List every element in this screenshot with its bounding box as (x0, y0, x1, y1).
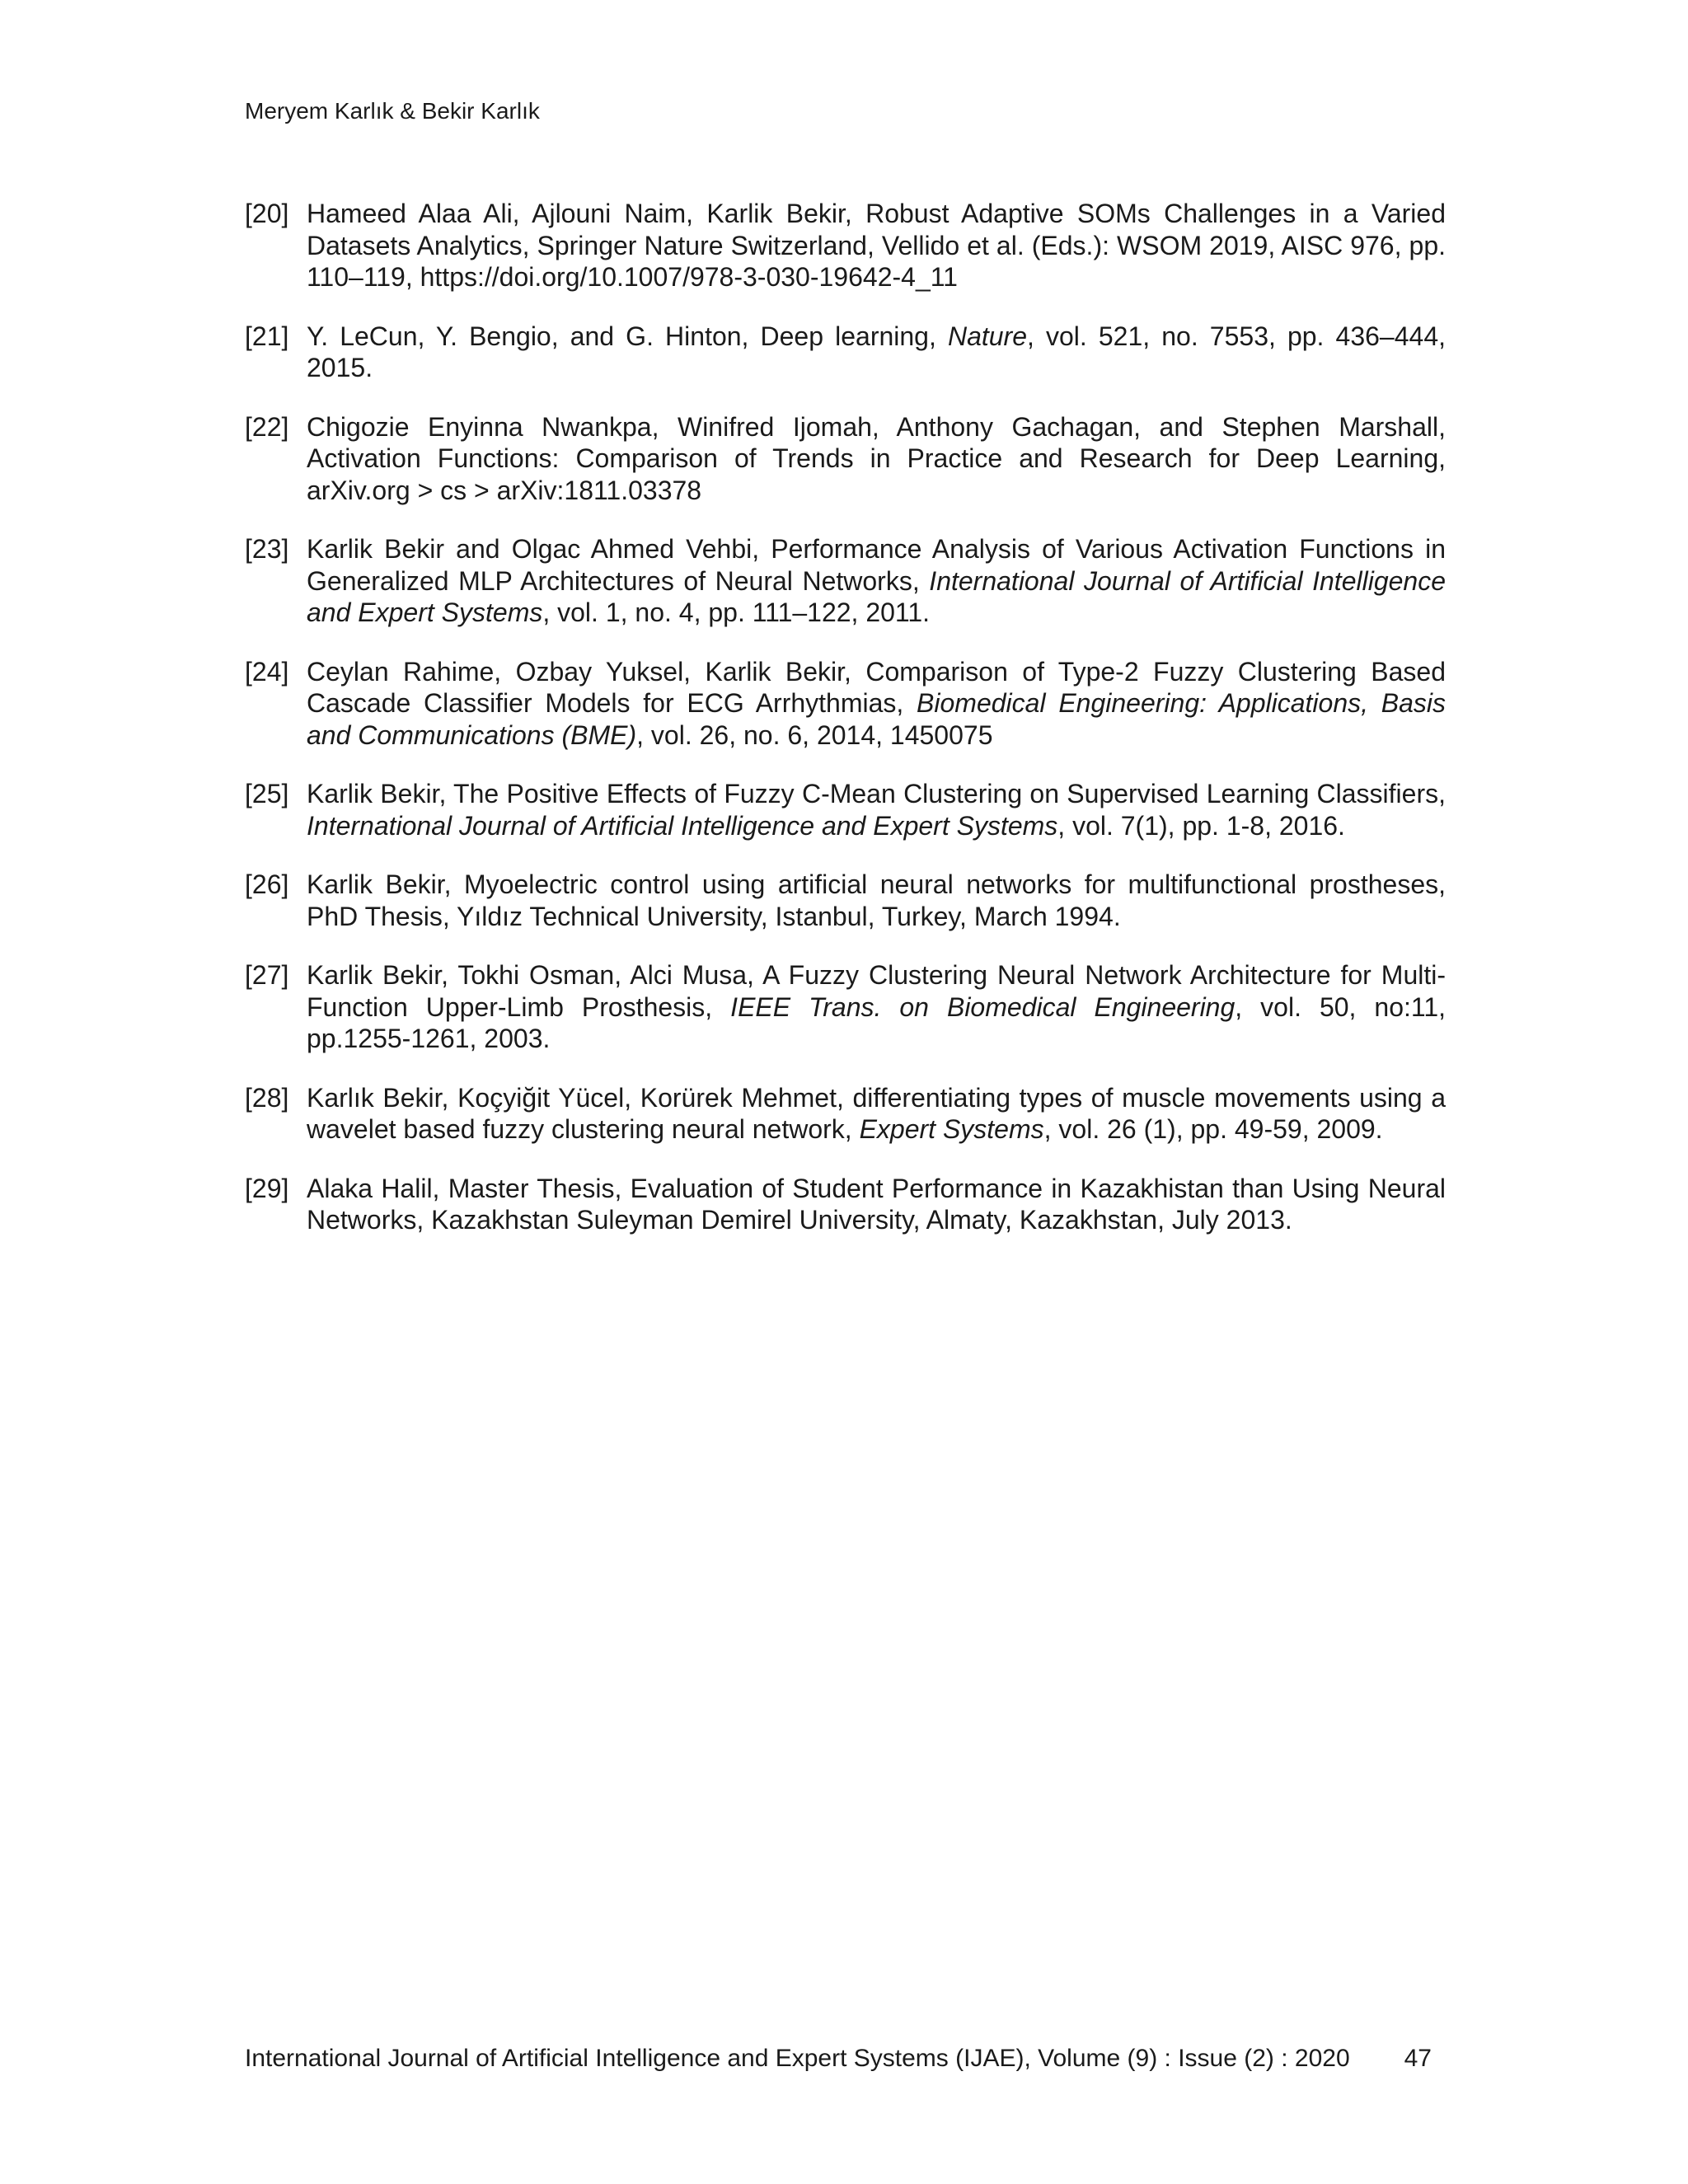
page-number: 47 (1404, 2045, 1432, 2072)
reference-text (307, 1082, 1446, 1146)
reference-text (307, 778, 1446, 841)
reference-details: , vol. 26 (1), pp. 49-59, 2009. (1043, 1114, 1383, 1144)
reference-item (245, 656, 1446, 752)
reference-details: , vol. 7(1), pp. 1-8, 2016. (1057, 810, 1345, 841)
reference-text-plain: Hameed Alaa Ali, Ajlouni Naim, Karlik Bekir, Robust Adaptive SOMs Challenges in a Varied Datasets Analytics, Springer Nature Switzerland, Vellido et al. (Eds.): WSOM 2019, AISC 976, pp. 110–119, https://doi.org/10.1007/978-3-030-19642-4_11 (307, 199, 1446, 292)
reference-journal: IEEE Trans. on Biomedical Engineering (730, 991, 1236, 1022)
reference-item (245, 411, 1446, 507)
reference-text (307, 656, 1446, 752)
reference-item (245, 321, 1446, 384)
reference-text (307, 411, 1446, 507)
reference-number: [27] (245, 960, 289, 990)
reference-item (245, 1082, 1446, 1146)
reference-text (307, 869, 1446, 932)
page-footer (245, 2044, 1432, 2074)
reference-number: [23] (245, 534, 289, 564)
reference-text-plain: Karlik Bekir and Olgac Ahmed Vehbi, Performance Analysis of Various Activation Functions in Generalized MLP Architectures of Neural Networks, (307, 534, 1446, 596)
reference-text (307, 198, 1446, 293)
reference-number: [26] (245, 869, 289, 899)
reference-details: , vol. 1, no. 4, pp. 111–122, 2011. (542, 598, 931, 627)
reference-item (245, 533, 1446, 629)
reference-text (307, 1173, 1446, 1236)
reference-details: , vol. 50, no:11, pp.1255-1261, 2003. (307, 991, 1447, 1053)
reference-text (307, 321, 1446, 384)
reference-text-plain: Karlık Bekir, Koçyiğit Yücel, Korürek Mehmet, differentiating types of muscle movements using a wavelet based fuzzy clustering neural network, (307, 1082, 1446, 1144)
reference-text-plain: Ceylan Rahime, Ozbay Yuksel, Karlik Bekir, Comparison of Type-2 Fuzzy Clustering Based Cascade Classifier Models for ECG Arrhythmias, (307, 656, 1446, 718)
reference-number: [25] (245, 779, 289, 808)
reference-number: [24] (245, 656, 289, 687)
reference-text (307, 959, 1446, 1055)
reference-text-plain: Karlik Bekir, Tokhi Osman, Alci Musa, A Fuzzy Clustering Neural Network Architecture for Multi-Function Upper-Limb Prosthesis, (307, 960, 1446, 1022)
reference-item (245, 959, 1446, 1055)
reference-number: [28] (245, 1082, 289, 1113)
reference-details: , vol. 521, no. 7553, pp. 436–444, 2015. (307, 321, 1447, 382)
reference-item (245, 198, 1446, 293)
reference-text (307, 533, 1446, 629)
reference-item (245, 1173, 1446, 1236)
footer-journal-info: International Journal of Artificial Intelligence and Expert Systems (IJAE), Volume (9) : Issue (2) : 2020 (245, 2045, 1350, 2072)
reference-journal: Nature (947, 321, 1027, 351)
reference-journal: International Journal of Artificial Intelligence and Expert Systems (307, 565, 1447, 627)
reference-text-plain: Alaka Halil, Master Thesis, Evaluation of Student Performance in Kazakhistan than Using Neural Networks, Kazakhstan Suleyman Demirel University, Almaty, Kazakhstan, July 2013. (307, 1173, 1446, 1235)
reference-text-plain: Y. LeCun, Y. Bengio, and G. Hinton, Deep learning, (307, 321, 948, 351)
reference-list (245, 198, 1446, 1263)
reference-number: [22] (245, 411, 289, 442)
running-head: Meryem Karlık & Bekir Karlık (245, 98, 540, 124)
reference-text-plain: Karlik Bekir, The Positive Effects of Fuzzy C-Mean Clustering on Supervised Learning Classifiers, (307, 779, 1446, 808)
reference-journal: Expert Systems (859, 1114, 1044, 1144)
reference-journal: International Journal of Artificial Intelligence and Expert Systems (307, 810, 1058, 841)
reference-details: , vol. 26, no. 6, 2014, 1450075 (636, 719, 993, 750)
reference-text-plain: Karlik Bekir, Myoelectric control using artificial neural networks for multifunctional prostheses, PhD Thesis, Yıldız Technical University, Istanbul, Turkey, March 1994. (307, 869, 1446, 931)
reference-item (245, 778, 1446, 841)
reference-item (245, 869, 1446, 932)
reference-text-plain: Chigozie Enyinna Nwankpa, Winifred Ijomah, Anthony Gachagan, and Stephen Marshall, Activation Functions: Comparison of Trends in Practice and Research for Deep Learning, arXiv.org > cs > arXiv:1811.03378 (307, 411, 1446, 505)
reference-journal: Biomedical Engineering: Applications, Basis and Communications (BME) (307, 688, 1446, 750)
reference-number: [29] (245, 1173, 289, 1203)
reference-number: [21] (245, 321, 289, 351)
reference-number: [20] (245, 199, 289, 228)
